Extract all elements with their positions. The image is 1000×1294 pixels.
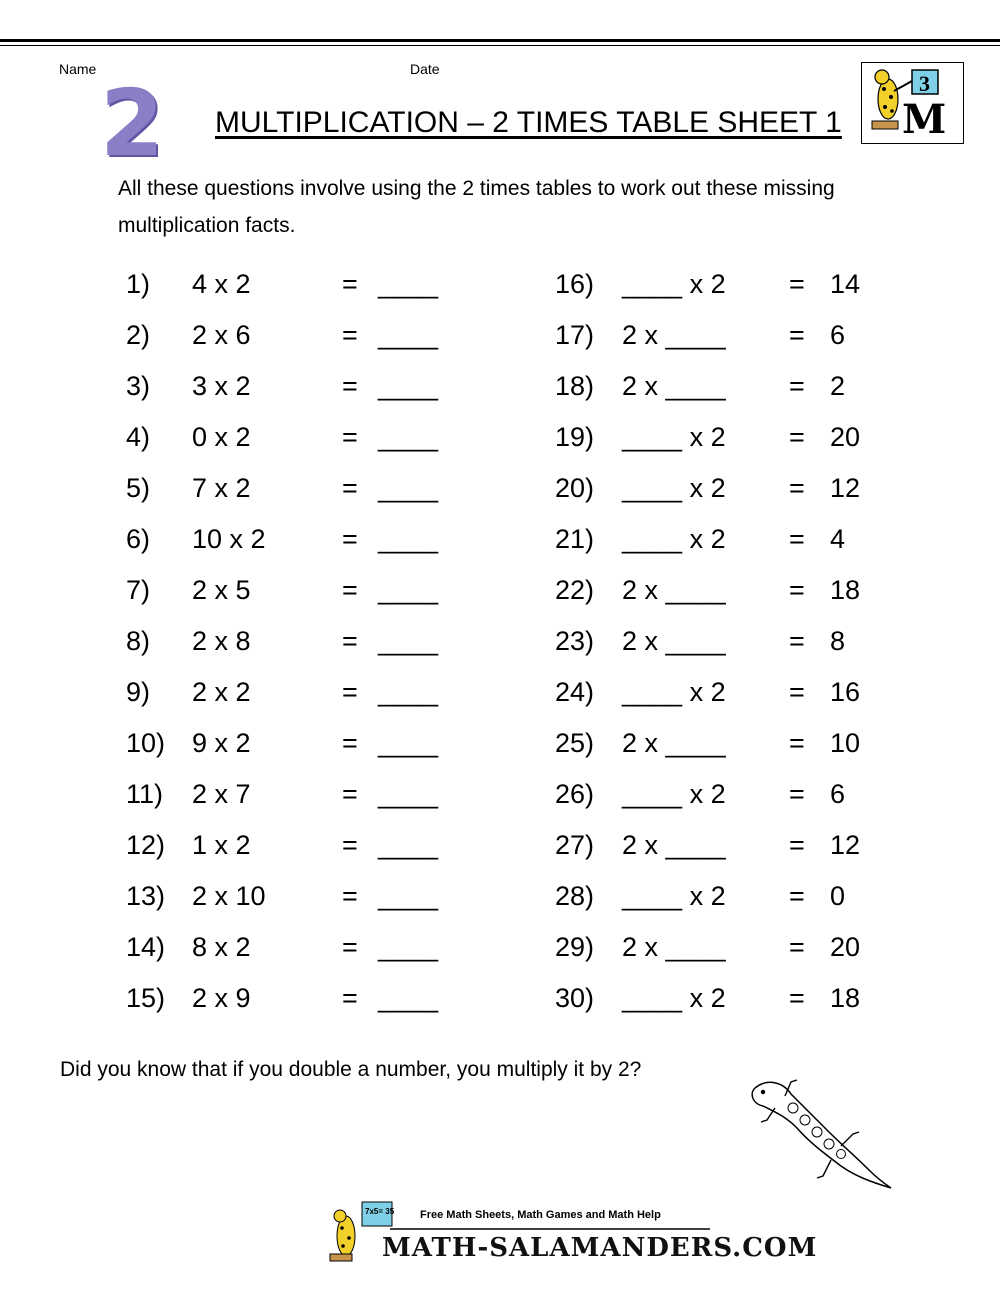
question-answer: 6 [830, 320, 846, 350]
salamander-icon [745, 1076, 895, 1196]
question-expression: 2 x 6 [192, 320, 251, 350]
question-number: 18) [555, 371, 595, 401]
equals-sign: = [342, 881, 358, 911]
question-row [126, 829, 456, 861]
question-number: 16) [555, 269, 595, 299]
question-number: 6) [126, 524, 151, 554]
question-row [555, 625, 885, 657]
equals-sign: = [342, 422, 358, 452]
question-expression: 2 x ____ [622, 371, 726, 401]
grade-logo [861, 62, 964, 144]
equals-sign: = [789, 677, 805, 707]
question-expression: 2 x 7 [192, 779, 251, 809]
question-expression: 2 x 9 [192, 983, 251, 1013]
grade-number: 3 [919, 71, 930, 96]
question-expression: 2 x ____ [622, 728, 726, 758]
question-number: 15) [126, 983, 166, 1013]
question-row [126, 421, 456, 453]
equals-sign: = [789, 371, 805, 401]
equals-sign: = [342, 269, 358, 299]
footer-site-name: MATH-SALAMANDERS.COM [382, 1233, 818, 1263]
question-row [555, 421, 885, 453]
question-row [126, 727, 456, 759]
question-number: 22) [555, 575, 595, 605]
equals-sign: = [789, 269, 805, 299]
question-expression: ____ x 2 [622, 422, 726, 452]
question-expression: 2 x 10 [192, 881, 266, 911]
question-answer: ____ [378, 422, 439, 452]
date-label: Date [410, 61, 440, 77]
question-number: 10) [126, 728, 166, 758]
equals-sign: = [342, 626, 358, 656]
question-number: 1) [126, 269, 151, 299]
equals-sign: = [342, 677, 358, 707]
top-rule-thin [0, 45, 1000, 46]
question-answer: ____ [378, 473, 439, 503]
question-number: 24) [555, 677, 595, 707]
equals-sign: = [789, 575, 805, 605]
question-row [555, 931, 885, 963]
question-expression: 2 x ____ [622, 932, 726, 962]
equals-sign: = [342, 524, 358, 554]
question-answer: ____ [378, 779, 439, 809]
question-row [126, 676, 456, 708]
equals-sign: = [789, 881, 805, 911]
question-number: 20) [555, 473, 595, 503]
question-number: 19) [555, 422, 595, 452]
question-answer: 12 [830, 830, 861, 860]
equals-sign: = [342, 983, 358, 1013]
question-row [126, 319, 456, 351]
equals-sign: = [789, 932, 805, 962]
question-number: 11) [126, 779, 164, 809]
question-expression: 10 x 2 [192, 524, 266, 554]
question-answer: 10 [830, 728, 861, 758]
question-row [555, 574, 885, 606]
question-row [126, 982, 456, 1014]
question-answer: ____ [378, 626, 439, 656]
question-answer: 6 [830, 779, 846, 809]
question-answer: ____ [378, 524, 439, 554]
question-expression: 3 x 2 [192, 371, 251, 401]
question-row [126, 625, 456, 657]
question-expression: 2 x 8 [192, 626, 251, 656]
question-expression: ____ x 2 [622, 779, 726, 809]
equals-sign: = [789, 626, 805, 656]
question-row [555, 829, 885, 861]
question-number: 9) [126, 677, 151, 707]
question-number: 3) [126, 371, 151, 401]
question-expression: ____ x 2 [622, 881, 726, 911]
question-answer: 18 [830, 983, 861, 1013]
equals-sign: = [789, 830, 805, 860]
question-number: 13) [126, 881, 166, 911]
name-label: Name [59, 61, 97, 77]
equals-sign: = [342, 830, 358, 860]
question-answer: ____ [378, 881, 439, 911]
question-row [126, 880, 456, 912]
question-number: 4) [126, 422, 151, 452]
question-answer: 14 [830, 269, 861, 299]
question-number: 14) [126, 932, 166, 962]
question-row [555, 982, 885, 1014]
question-answer: 20 [830, 932, 861, 962]
question-row [126, 268, 456, 300]
question-row [555, 676, 885, 708]
equals-sign: = [789, 422, 805, 452]
question-row [555, 268, 885, 300]
equals-sign: = [342, 371, 358, 401]
page-title: MULTIPLICATION – 2 TIMES TABLE SHEET 1 [215, 106, 842, 139]
question-answer: 20 [830, 422, 861, 452]
question-answer: ____ [378, 830, 439, 860]
equals-sign: = [789, 473, 805, 503]
question-number: 12) [126, 830, 166, 860]
question-answer: 8 [830, 626, 846, 656]
question-expression: ____ x 2 [622, 524, 726, 554]
equals-sign: = [342, 728, 358, 758]
question-expression: ____ x 2 [622, 677, 726, 707]
equals-sign: = [342, 473, 358, 503]
question-expression: 0 x 2 [192, 422, 251, 452]
question-row [555, 880, 885, 912]
question-number: 2) [126, 320, 151, 350]
question-row [555, 319, 885, 351]
equals-sign: = [342, 575, 358, 605]
question-row [555, 778, 885, 810]
equals-sign: = [342, 779, 358, 809]
question-answer: 18 [830, 575, 861, 605]
question-expression: 2 x ____ [622, 626, 726, 656]
question-answer: ____ [378, 728, 439, 758]
question-row [126, 778, 456, 810]
question-row [126, 523, 456, 555]
question-answer: 2 [830, 371, 846, 401]
question-answer: ____ [378, 983, 439, 1013]
question-row [126, 574, 456, 606]
question-row [555, 370, 885, 402]
question-number: 29) [555, 932, 595, 962]
question-number: 21) [555, 524, 595, 554]
question-row [555, 727, 885, 759]
logo-box-text: 7x5= 35 [365, 1207, 395, 1216]
question-row [126, 472, 456, 504]
question-answer: 4 [830, 524, 846, 554]
equals-sign: = [789, 983, 805, 1013]
sheet-number: 2 [100, 70, 165, 177]
question-answer: ____ [378, 320, 439, 350]
question-answer: 0 [830, 881, 846, 911]
question-number: 8) [126, 626, 151, 656]
question-answer: ____ [378, 932, 439, 962]
question-number: 28) [555, 881, 595, 911]
equals-sign: = [789, 779, 805, 809]
question-row [126, 370, 456, 402]
question-row [126, 931, 456, 963]
equals-sign: = [789, 728, 805, 758]
question-answer: 16 [830, 677, 861, 707]
question-answer: ____ [378, 575, 439, 605]
equals-sign: = [789, 524, 805, 554]
question-expression: 1 x 2 [192, 830, 251, 860]
question-expression: 2 x 2 [192, 677, 251, 707]
logo-letter: M [902, 96, 947, 143]
top-rule [0, 39, 1000, 42]
question-number: 30) [555, 983, 595, 1013]
question-expression: 8 x 2 [192, 932, 251, 962]
footer-tagline: Free Math Sheets, Math Games and Math Help [420, 1209, 661, 1221]
fun-fact: Did you know that if you double a number, you multiply it by 2? [60, 1058, 642, 1081]
question-answer: 12 [830, 473, 861, 503]
equals-sign: = [342, 320, 358, 350]
question-expression: 2 x 5 [192, 575, 251, 605]
question-number: 5) [126, 473, 151, 503]
question-expression: ____ x 2 [622, 983, 726, 1013]
question-number: 25) [555, 728, 595, 758]
equals-sign: = [789, 320, 805, 350]
question-expression: 9 x 2 [192, 728, 251, 758]
question-row [555, 523, 885, 555]
question-answer: ____ [378, 677, 439, 707]
question-expression: 2 x ____ [622, 320, 726, 350]
question-expression: ____ x 2 [622, 269, 726, 299]
salamander-teacher-icon [862, 63, 963, 143]
question-expression: 2 x ____ [622, 575, 726, 605]
question-number: 26) [555, 779, 595, 809]
question-expression: 2 x ____ [622, 830, 726, 860]
question-row [555, 472, 885, 504]
question-number: 7) [126, 575, 151, 605]
question-expression: ____ x 2 [622, 473, 726, 503]
intro-text: All these questions involve using the 2 times tables to work out these missing multiplication facts. [118, 177, 835, 237]
question-expression: 4 x 2 [192, 269, 251, 299]
question-answer: ____ [378, 269, 439, 299]
question-number: 27) [555, 830, 595, 860]
question-number: 23) [555, 626, 595, 656]
question-number: 17) [555, 320, 595, 350]
question-expression: 7 x 2 [192, 473, 251, 503]
equals-sign: = [342, 932, 358, 962]
question-answer: ____ [378, 371, 439, 401]
